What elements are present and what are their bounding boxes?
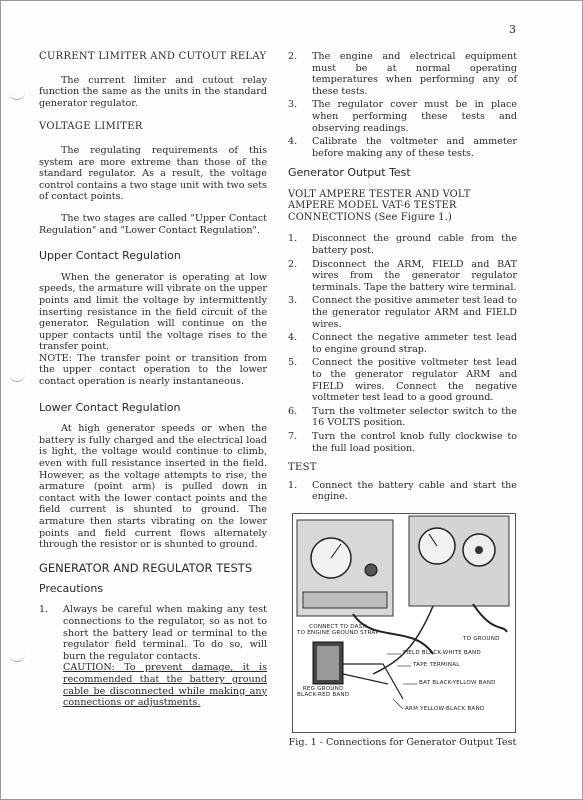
regulator-cover bbox=[317, 646, 339, 680]
section-heading: VOLTAGE LIMITER bbox=[39, 121, 143, 133]
list-text: Connect the battery cable and start the engine. bbox=[312, 479, 517, 503]
paragraph: When the generator is operating at low speeds, the armature will vibrate on the upper points and limit the voltage by intermittently inserting resistance in the field circuit of the generator. Regulation will continue on the upper contacts until the voltage rises to the transfer point. bbox=[39, 271, 267, 353]
ground-lead bbox=[473, 604, 507, 632]
connection-steps-list bbox=[288, 233, 517, 454]
regulator-wire bbox=[343, 674, 388, 684]
list-text: Turn the control knob fully clockwise to the full load position. bbox=[312, 430, 517, 454]
list-item bbox=[288, 233, 517, 256]
list-text: Connect the negative ammeter test lead to engine ground strap. bbox=[312, 332, 517, 355]
list-item bbox=[288, 51, 517, 97]
list-number: 3. bbox=[288, 99, 298, 111]
figure-1-illustration bbox=[292, 513, 516, 733]
punch-hole-mark bbox=[9, 651, 25, 662]
test-steps-list bbox=[288, 480, 517, 503]
paragraph: The two stages are called "Upper Contact Regulation" and "Lower Contact Regulation". bbox=[39, 212, 267, 236]
list-text: Connect the positive ammeter test lead to the generator regulator ARM and FIELD wires. bbox=[312, 295, 517, 330]
subsection-heading: Generator Output Test bbox=[288, 166, 411, 180]
list-text: The engine and electrical equipment must be at normal operating temperatures when performing any of these tests. bbox=[312, 51, 517, 97]
caution-text: CAUTION: To prevent damage, it is recommended that the battery ground cable be disconnected while making any connections or adjustments. bbox=[63, 662, 267, 709]
list-text: Always be careful when making any test connections to the regulator, so as not to short the battery lead or terminal to the regulator field terminal. To do so, will burn the regulator contacts. bbox=[63, 604, 267, 662]
subsection-heading: Lower Contact Regulation bbox=[39, 400, 181, 414]
list-number: 1. bbox=[39, 604, 49, 616]
list-number: 6. bbox=[288, 405, 298, 417]
figure-label-arm: ARM YELLOW-BLACK BAND bbox=[405, 705, 485, 712]
figure-caption: Fig. 1 - Connections for Generator Output Test bbox=[288, 736, 517, 748]
list-number: 4. bbox=[288, 332, 298, 344]
section-heading: GENERATOR AND REGULATOR TESTS bbox=[39, 560, 253, 575]
list-item bbox=[288, 431, 517, 454]
figure-label-reg-ground: REG GROUND BLACK-RED BAND bbox=[297, 685, 350, 699]
left-column bbox=[39, 51, 267, 711]
list-item bbox=[288, 99, 517, 134]
subsection-heading: Upper Contact Regulation bbox=[39, 249, 181, 263]
paragraph: At high generator speeds or when the battery is fully charged and the electrical load is light, the voltage would continue to climb, even with full resistance inserted in the field. However, as the voltage attempts to rise, the armature (point arm) is pulled down in contact with the lower contact points and the field current is shunted to ground. The armature then starts vibrating on the lower points and field current flows alternately through the resistor or is shunted to ground. bbox=[39, 423, 267, 551]
control-knob bbox=[365, 564, 377, 576]
section-heading: VOLT AMPERE TESTER AND VOLT AMPERE MODEL VAT-6 TESTER CONNECTIONS (See Figure 1.) bbox=[288, 188, 471, 223]
list-item bbox=[288, 357, 517, 403]
list-number: 1. bbox=[288, 479, 298, 491]
list-number: 4. bbox=[288, 136, 298, 148]
figure-label-to-ground: TO GROUND bbox=[463, 635, 500, 642]
list-number: 5. bbox=[288, 357, 298, 369]
right-column bbox=[288, 51, 517, 748]
tester-right-panel bbox=[409, 516, 509, 606]
list-text: Calibrate the voltmeter and ammeter before making any of these tests. bbox=[312, 136, 517, 159]
list-item bbox=[288, 295, 517, 330]
paragraph: The regulating requirements of this system are more extreme than those of the standard regulator. As a result, the voltage control contains a two stage unit with two sets of contact points. bbox=[39, 144, 267, 203]
figure-label-bat: BAT BLACK-YELLOW BAND bbox=[419, 679, 496, 686]
label-leader bbox=[393, 699, 403, 709]
list-text: Disconnect the ground cable from the battery post. bbox=[312, 233, 517, 257]
selector-switch bbox=[475, 546, 483, 554]
regulator-wire bbox=[343, 664, 403, 699]
punch-hole-mark bbox=[9, 89, 25, 100]
precautions-list bbox=[39, 604, 267, 708]
list-item bbox=[288, 332, 517, 355]
list-text: Turn the voltmeter selector switch to the 16 VOLTS position. bbox=[312, 405, 517, 429]
figure-label-field: FIELD BLACK-WHITE BAND bbox=[403, 649, 481, 656]
list-number: 7. bbox=[288, 430, 298, 442]
tester-connection-drawing bbox=[293, 514, 515, 732]
subsection-heading: Precautions bbox=[39, 581, 104, 595]
figure-label-tape: TAPE TERMINAL bbox=[413, 661, 460, 668]
figure-label-connect-dash: CONNECT TO DASH TO ENGINE GROUND STRAP bbox=[297, 623, 380, 637]
list-number: 3. bbox=[288, 295, 298, 307]
tester-base bbox=[303, 592, 387, 608]
section-heading: TEST bbox=[288, 462, 317, 474]
list-item bbox=[39, 604, 267, 708]
list-item bbox=[288, 259, 517, 294]
punch-hole-mark bbox=[9, 371, 25, 382]
list-item bbox=[288, 406, 517, 429]
list-text: The regulator cover must be in place when performing these tests and observing readings. bbox=[312, 99, 517, 134]
note-paragraph: NOTE: The transfer point or transition from the upper contact operation to the lower contact operation is nearly instantaneous. bbox=[39, 352, 267, 388]
list-text: Disconnect the ARM, FIELD and BAT wires from the generator regulator terminals. Tape the battery wire terminal. bbox=[312, 258, 517, 293]
list-number: 2. bbox=[288, 51, 298, 62]
precautions-list-continued bbox=[288, 51, 517, 159]
section-heading: CURRENT LIMITER AND CUTOUT RELAY bbox=[39, 51, 267, 62]
list-number: 2. bbox=[288, 258, 298, 270]
list-number: 1. bbox=[288, 233, 298, 245]
list-text: Connect the positive voltmeter test lead to the generator regulator ARM and FIELD wires. Connect the negative voltmeter test lead to a good ground. bbox=[312, 357, 517, 404]
page-number: 3 bbox=[509, 23, 516, 36]
paragraph: The current limiter and cutout relay function the same as the units in the standard generator regulator. bbox=[39, 74, 267, 109]
list-item bbox=[288, 480, 517, 503]
list-item bbox=[288, 136, 517, 159]
